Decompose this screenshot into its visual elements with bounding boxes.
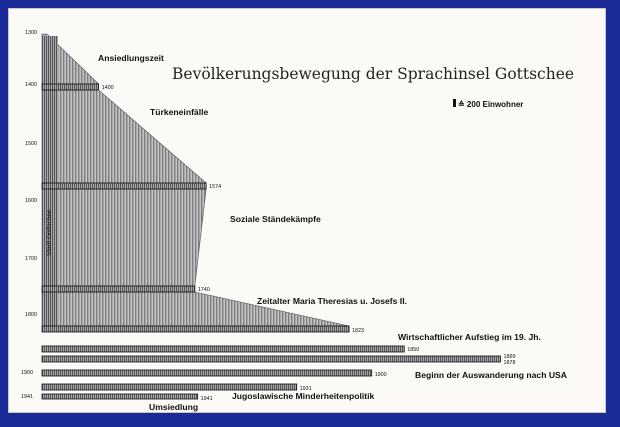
bar-year-label-1941: 1941 bbox=[200, 396, 213, 402]
census-bar-1740 bbox=[42, 286, 195, 292]
census-bar-1850 bbox=[42, 346, 404, 352]
census-bar-1823 bbox=[42, 326, 349, 332]
chart-title: Bevölkerungsbewegung der Sprachinsel Gottschee bbox=[172, 65, 575, 83]
axis-year-1400: 1400 bbox=[25, 82, 37, 88]
left-year-1941: 1941 bbox=[21, 394, 33, 400]
bar-year-label-1823: 1823 bbox=[352, 328, 365, 334]
legend-block-icon bbox=[453, 99, 456, 107]
period-label-8: Umsiedlung bbox=[149, 402, 199, 412]
bar-year-label-1574: 1574 bbox=[209, 184, 222, 190]
census-bar-1869 bbox=[42, 356, 500, 362]
left-year-1900: 1900 bbox=[21, 370, 33, 376]
bar-year-label-1400: 1400 bbox=[101, 85, 114, 91]
period-label-4: Zeitalter Maria Theresias u. Josefs II. bbox=[257, 296, 407, 306]
census-bar-1400 bbox=[42, 84, 99, 90]
census-bar-1900 bbox=[42, 370, 372, 376]
census-bar-1941 bbox=[42, 394, 198, 399]
bar-year-label-1931: 1931 bbox=[299, 386, 312, 392]
bar-year-label-1850: 1850 bbox=[407, 347, 420, 353]
period-label-6: Beginn der Auswanderung nach USA bbox=[415, 370, 567, 380]
period-label-5: Wirtschaftlicher Aufstieg im 19. Jh. bbox=[398, 332, 541, 342]
population-area-2 bbox=[42, 90, 209, 183]
axis-year-1800: 1800 bbox=[25, 312, 37, 318]
period-label-1: Ansiedlungszeit bbox=[98, 53, 164, 63]
legend-label: ≙ 200 Einwohner bbox=[458, 100, 524, 109]
city-population-strip bbox=[42, 36, 58, 326]
city-vertical-label: Stadt Gottschee bbox=[46, 209, 53, 256]
axis-year-1600: 1600 bbox=[25, 198, 37, 204]
population-area-3 bbox=[42, 189, 206, 286]
census-bar-1931 bbox=[42, 384, 297, 390]
bar-year-label-1900: 1900 bbox=[374, 372, 387, 378]
period-label-3: Soziale Ständekämpfe bbox=[230, 214, 321, 224]
period-label-7: Jugoslawische Minderheitenpolitik bbox=[232, 391, 375, 401]
bar-year-label-1869: 1869 bbox=[503, 354, 516, 360]
axis-year-1700: 1700 bbox=[25, 256, 37, 262]
axis-year-1300: 1300 bbox=[25, 30, 37, 36]
census-bar-1574 bbox=[42, 183, 206, 189]
bar-year-label-1740: 1740 bbox=[197, 287, 210, 293]
bar-year-label-1878: 1878 bbox=[503, 360, 516, 366]
period-label-2: Türkeneinfälle bbox=[150, 107, 209, 117]
axis-year-1500: 1500 bbox=[25, 141, 37, 147]
